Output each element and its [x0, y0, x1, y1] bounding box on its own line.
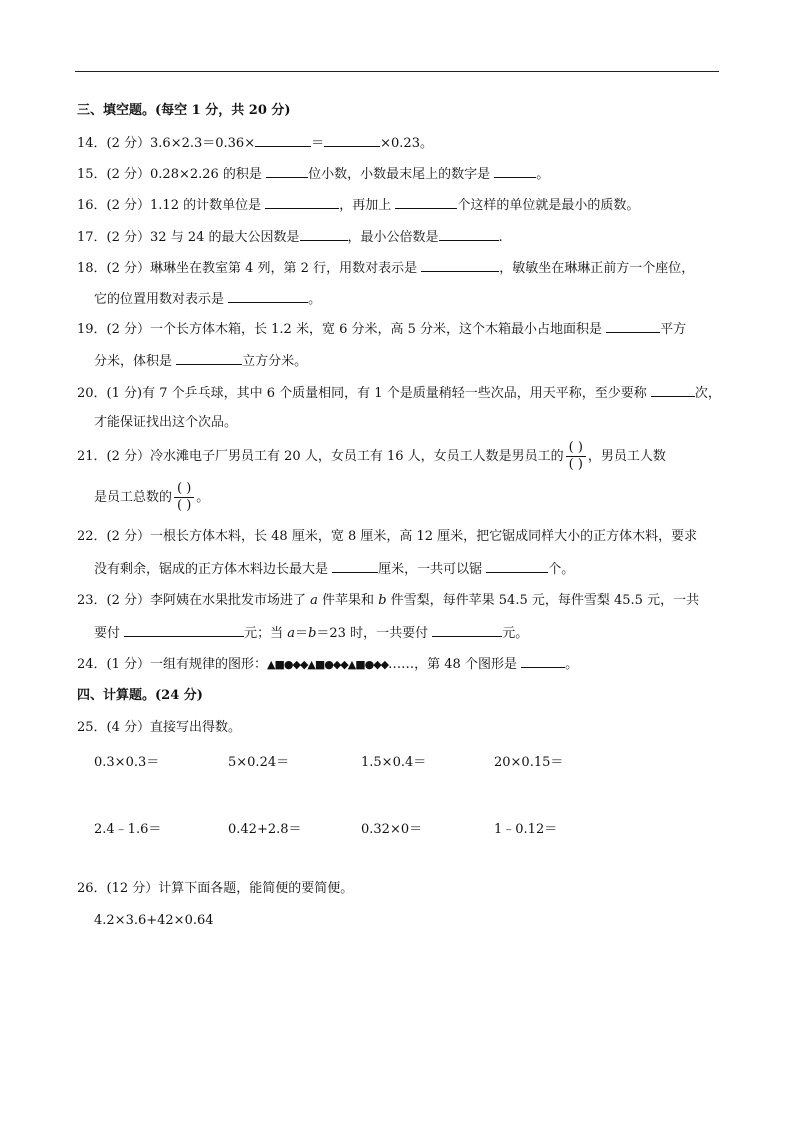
answer-blank[interactable] [255, 134, 311, 147]
answer-blank[interactable] [439, 228, 499, 241]
answer-blank[interactable] [606, 320, 660, 333]
question-15: 15．(2 分）0.28×2.26 的积是 位小数，小数最末尾上的数字是 。 [77, 167, 550, 182]
answer-blank[interactable] [651, 384, 695, 397]
question-22-line-1: 22．(2 分）一根长方体木料，长 48 厘米，宽 8 厘米，高 12 厘米，把它锯成同样大小的正方体木料，要求 [77, 529, 698, 544]
calc-item: 1.5×0.4＝ [361, 755, 427, 770]
question-17: 17．(2 分）32 与 24 的最大公因数是 ，最小公倍数是 . [77, 230, 503, 245]
answer-blank[interactable] [266, 165, 308, 178]
question-24: 24．(1 分）一组有规律的图形：▲■●◆◆▲■●◆◆▲■●◆◆……，第 48 个图形是 。 [77, 657, 579, 672]
question-20-line-1: 20．(1 分)有 7 个乒乓球，其中 6 个质量相同，有 1 个是质量稍轻一些次品，用天平称，至少要称 次， [77, 386, 721, 401]
calc-item: 1﹣0.12＝ [494, 822, 558, 837]
question-20-line-2: 才能保证找出这个次品。 [94, 415, 238, 430]
question-23-line-1: 23．(2 分）李阿姨在水果批发市场进了 a 件苹果和 b 件雪梨，每件苹果 54.5 元，每件雪梨 45.5 元，一共 [77, 593, 700, 608]
calc-item: 2.4﹣1.6＝ [94, 822, 162, 837]
header-rule [75, 71, 719, 72]
answer-blank[interactable] [124, 624, 244, 637]
question-16: 16．(2 分）1.12 的计数单位是 ，再加上 个这样的单位就是最小的质数。 [77, 198, 640, 213]
answer-blank[interactable] [421, 259, 499, 272]
question-18-line-1: 18．(2 分）琳琳坐在教室第 4 列，第 2 行，用数对表示是 ，敏敏坐在琳琳正前方一个座位， [77, 261, 695, 276]
calc-item: 0.3×0.3＝ [94, 755, 160, 770]
answer-blank[interactable] [332, 560, 378, 573]
answer-blank[interactable] [521, 655, 565, 668]
answer-blank[interactable] [494, 165, 536, 178]
answer-blank[interactable] [228, 290, 308, 303]
answer-blank[interactable] [486, 560, 548, 573]
section-4-title: 四、计算题。(24 分) [77, 688, 203, 703]
shape-pattern: ▲■●◆◆▲■●◆◆▲■●◆◆ [267, 658, 389, 671]
calc-item: 5×0.24＝ [228, 755, 290, 770]
calc-item: 20×0.15＝ [494, 755, 564, 770]
answer-blank[interactable] [300, 228, 348, 241]
calc-item: 0.32×0＝ [361, 822, 423, 837]
question-22-line-2: 没有剩余，锯成的正方体木料边长最大是 厘米，一共可以锯 个。 [94, 562, 575, 577]
question-18-line-2: 它的位置用数对表示是 。 [94, 292, 322, 307]
question-25-title: 25．(4 分）直接写出得数。 [77, 720, 242, 735]
answer-blank[interactable] [432, 624, 502, 637]
fraction-blank[interactable]: $\frac{( )}{( )}$ [174, 481, 194, 514]
answer-blank[interactable] [176, 352, 242, 365]
question-23-line-2: 要付 元；当 a＝b＝23 时，一共要付 元。 [94, 626, 529, 641]
question-26-title: 26．(12 分）计算下面各题，能简便的要简便。 [77, 881, 354, 896]
question-19-line-2: 分米，体积是 立方分米。 [94, 354, 308, 369]
answer-blank[interactable] [395, 196, 457, 209]
question-21-line-2: 是员工总数的 $\frac{( )}{( )}$ 。 [94, 481, 210, 513]
fraction-blank[interactable]: $\frac{( )}{( )}$ [566, 440, 586, 473]
answer-blank[interactable] [324, 134, 380, 147]
question-21-line-1: 21．(2 分）冷水滩电子厂男员工有 20 人，女员工有 16 人，女员工人数是男员工的 $\frac{( )}{( )}$ ，男员工人数 [77, 440, 666, 472]
calc-expression: 4.2×3.6+42×0.64 [94, 913, 214, 928]
question-19-line-1: 19．(2 分）一个长方体木箱，长 1.2 米，宽 6 分米，高 5 分米，这个木箱最小占地面积是 平方 [77, 322, 687, 337]
section-3-title: 三、填空题。(每空 1 分，共 20 分) [77, 103, 291, 118]
calc-item: 0.42+2.8＝ [228, 822, 302, 837]
question-14: 14．(2 分）3.6×2.3＝0.36× ＝ ×0.23。 [77, 136, 433, 151]
answer-blank[interactable] [265, 196, 339, 209]
